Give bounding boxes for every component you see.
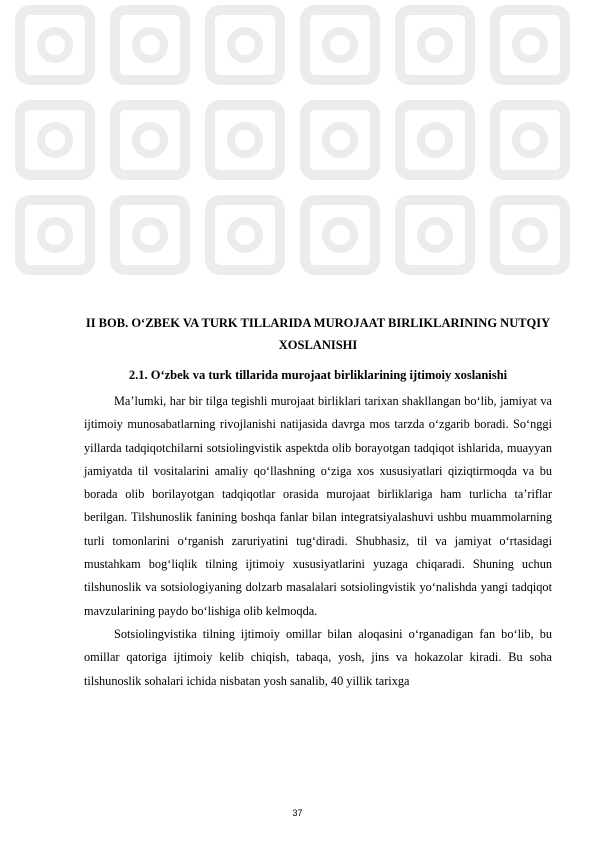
watermark-tile <box>115 10 185 80</box>
watermark-tile <box>20 105 90 175</box>
watermark-tile <box>115 200 185 270</box>
watermark-tile <box>20 200 90 270</box>
watermark-tile <box>305 10 375 80</box>
watermark-tile <box>400 105 470 175</box>
paragraph-1: Ma’lumki, har bir tilga tegishli murojaat birliklari tarixan shakllangan bo‘lib, jamiyat va ijtimoiy munosabatlarning rivojlanishi natijasida davrga mos tarzda o‘zgarib boradi. So‘nggi yillarda tadqiqotchilarni sotsiolingvistik aspektda olib borayotgan tadqiqot ishlarida, muayyan jamiyatda til vositalarini amaliy qo‘llashning o‘ziga xos xususiyatlari qiziqtirmoqda va bu borada olib borilayotgan tadqiqotlar orasida murojaat birliklariga ham turlicha ta’riflar berilgan. Tilshunoslik fanining boshqa fanlar bilan integratsiyalashuvi ushbu muammolarning turli tomonlarini o‘rganish zaruriyatini tug‘diradi. Shubhasiz, til va jamiyat o‘rtasidagi mustahkam bog‘liqlik tilning ijtimoiy xususiyatlarini yuzaga chiqaradi. Shuning uchun tilshunoslik va sotsiologiyaning dolzarb masalalari sotsiolingvistik yo‘nalishda yangi tadqiqot mavzularining paydo bo‘lishiga olib kelmoqda. <box>84 394 552 618</box>
paragraph-2: Sotsiolingvistika tilning ijtimoiy omillar bilan aloqasini o‘rganadigan fan bo‘lib, bu omillar qatoriga ijtimoiy kelib chiqish, tabaqa, yosh, jins va hokazolar kiradi. Bu soha tilshunoslik sohalari ichida nisbatan yosh sanalib, 40 yillik tarixga <box>84 626 552 688</box>
page-content <box>84 312 552 693</box>
section-title: 2.1. O‘zbek va turk tillarida murojaat birliklarining ijtimoiy xoslanishi <box>128 368 508 382</box>
watermark-tile <box>210 200 280 270</box>
watermark-tile <box>115 105 185 175</box>
watermark-tile <box>495 10 565 80</box>
watermark-tile <box>400 10 470 80</box>
chapter-title: II BOB. O‘ZBEK VA TURK TILLARIDA MUROJAAT BIRLIKLARINING NUTQIY XOSLANISHI <box>85 316 551 352</box>
watermark-tile <box>20 10 90 80</box>
watermark-tile <box>305 200 375 270</box>
watermark-tile <box>400 200 470 270</box>
page-number: 37 <box>292 808 303 818</box>
watermark-tile <box>305 105 375 175</box>
watermark-tile <box>495 105 565 175</box>
watermark-tile <box>210 105 280 175</box>
watermark-tile <box>210 10 280 80</box>
watermark-tile <box>495 200 565 270</box>
